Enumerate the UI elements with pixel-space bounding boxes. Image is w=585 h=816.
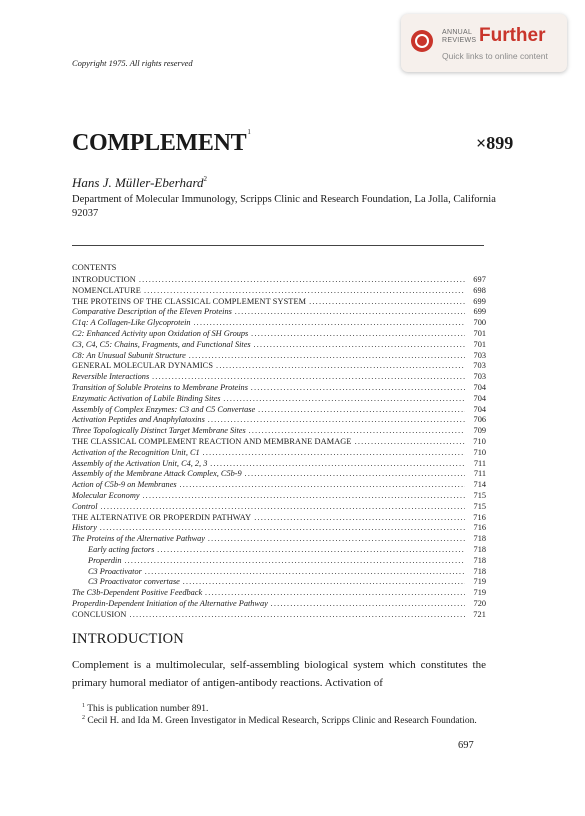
toc-entry[interactable] [72, 588, 486, 599]
footnote-1-text: This is publication number 891. [87, 704, 209, 714]
toc-entry-title: THE ALTERNATIVE OR PROPERDIN PATHWAY [72, 512, 252, 522]
further-links-badge[interactable] [401, 14, 567, 72]
toc-entry-title: NOMENCLATURE [72, 285, 141, 295]
toc-entry-page: 718 [473, 534, 486, 544]
page-number: 697 [458, 740, 474, 751]
toc-leader-dots [223, 394, 465, 405]
toc-leader-dots [249, 426, 465, 437]
toc-entry-title: Properdin-Dependent Initiation of the Alternative Pathway [72, 598, 268, 608]
toc-entry-page: 719 [473, 577, 486, 587]
toc-entry-title: Molecular Economy [72, 490, 140, 500]
toc-entry-page: 700 [473, 318, 486, 328]
author-name-text: Hans J. Müller-Eberhard [72, 175, 204, 190]
toc-entry-page: 711 [473, 458, 486, 468]
toc-leader-dots [125, 556, 466, 567]
toc-entry[interactable] [72, 329, 486, 340]
toc-leader-dots [152, 372, 465, 383]
toc-entry[interactable] [72, 567, 486, 578]
toc-entry[interactable] [72, 480, 486, 491]
toc-entry-page: 719 [473, 588, 486, 598]
toc-entry[interactable] [72, 275, 486, 286]
toc-entry-page: 698 [473, 285, 486, 295]
toc-leader-dots [258, 405, 465, 416]
toc-entry-title: Enzymatic Activation of Labile Binding Sites [72, 393, 221, 403]
toc-entry[interactable] [72, 459, 486, 470]
toc-entry-title: Comparative Description of the Eleven Proteins [72, 307, 232, 317]
toc-entry-page: 718 [473, 555, 486, 565]
toc-entry-title: Control [72, 501, 98, 511]
toc-entry-title: INTRODUCTION [72, 275, 136, 284]
toc-leader-dots [309, 297, 465, 308]
toc-entry-page: 699 [473, 307, 486, 317]
toc-entry-title: THE CLASSICAL COMPLEMENT REACTION AND MEMBRANE DAMAGE [72, 436, 352, 446]
toc-entry[interactable] [72, 448, 486, 459]
toc-leader-dots [139, 275, 465, 286]
toc-entry-title: C3 Proactivator [88, 566, 142, 576]
toc-entry-page: 715 [473, 501, 486, 511]
toc-entry-page: 711 [473, 469, 486, 479]
toc-entry[interactable] [72, 577, 486, 588]
toc-entry[interactable] [72, 351, 486, 362]
footnote-2-mark: 2 [82, 715, 85, 721]
article-title-text: COMPLEMENT [72, 130, 247, 156]
toc-entry-page: 699 [473, 296, 486, 306]
toc-leader-dots [205, 588, 465, 599]
toc-entry-title: C1q: A Collagen-Like Glycoprotein [72, 318, 191, 328]
toc-entry-page: 709 [473, 426, 486, 436]
badge-further-text: Further [479, 25, 546, 46]
toc-entry[interactable] [72, 610, 486, 621]
article-reference-mark: ×899 [476, 133, 514, 153]
toc-leader-dots [183, 577, 465, 588]
badge-tagline: Quick links to online content [442, 51, 548, 61]
toc-leader-dots [210, 459, 465, 470]
toc-entry[interactable] [72, 340, 486, 351]
toc-entry-page: 716 [473, 523, 486, 533]
toc-entry-title: CONCLUSION [72, 609, 127, 619]
title-footnote-mark[interactable]: 1 [247, 128, 251, 136]
badge-brand-text: ANNUAL REVIEWS [442, 29, 477, 44]
footnote-2 [72, 712, 486, 728]
toc-entry-page: 704 [473, 404, 486, 414]
toc-entry[interactable] [72, 394, 486, 405]
toc-leader-dots [208, 534, 465, 545]
toc-entry-page: 703 [473, 350, 486, 360]
toc-leader-dots [208, 415, 465, 426]
toc-leader-dots [144, 286, 465, 297]
toc-entry[interactable] [72, 545, 486, 556]
header-divider [72, 245, 484, 246]
toc-entry-page: 718 [473, 544, 486, 554]
toc-entry[interactable] [72, 297, 486, 308]
toc-entry[interactable] [72, 513, 486, 524]
toc-entry-page: 714 [473, 480, 486, 490]
toc-leader-dots [245, 469, 465, 480]
toc-leader-dots [251, 329, 465, 340]
toc-entry-title: C3 Proactivator convertase [88, 577, 180, 587]
toc-entry[interactable] [72, 383, 486, 394]
toc-entry-title: The Proteins of the Alternative Pathway [72, 534, 205, 544]
toc-entry-title: Properdin [88, 555, 122, 565]
toc-entry-page: 703 [473, 361, 486, 371]
toc-leader-dots [157, 545, 465, 556]
toc-entry[interactable] [72, 286, 486, 297]
toc-entry-title: Activation of the Recognition Unit, C1 [72, 447, 200, 457]
annual-reviews-logo-icon [411, 30, 433, 52]
toc-entry-title: Reversible Interactions [72, 372, 150, 382]
toc-leader-dots [180, 480, 465, 491]
toc-entry-title: Assembly of Complex Enzymes: C3 and C5 Convertase [72, 404, 256, 414]
toc-entry-page: 706 [473, 415, 486, 425]
toc-entry[interactable] [72, 437, 486, 448]
toc-entry-title: Assembly of the Activation Unit, C4, 2, 3 [72, 458, 208, 468]
toc-entry-page: 704 [473, 393, 486, 403]
toc-entry-title: GENERAL MOLECULAR DYNAMICS [72, 361, 214, 371]
toc-entry-page: 701 [473, 328, 486, 338]
toc-leader-dots [216, 361, 465, 372]
toc-entry-page: 704 [473, 382, 486, 392]
toc-entry-title: Assembly of the Membrane Attack Complex, C5b-9 [72, 469, 242, 479]
toc-entry-page: 710 [473, 436, 486, 446]
contents-heading: CONTENTS [72, 262, 117, 272]
toc-entry[interactable] [72, 534, 486, 545]
introduction-paragraph: Complement is a multimolecular, self-assembling biological system which constitutes the primary humoral mediator of antigen-antibody reactions. Activation of [72, 659, 486, 689]
toc-entry-title: C8: An Unusual Subunit Structure [72, 350, 186, 360]
toc-leader-dots [100, 523, 465, 534]
toc-entry[interactable] [72, 426, 486, 437]
table-of-contents [72, 275, 486, 621]
toc-leader-dots [254, 340, 465, 351]
toc-entry-page: 703 [473, 372, 486, 382]
toc-leader-dots [251, 383, 465, 394]
toc-leader-dots [189, 351, 465, 362]
toc-leader-dots [271, 599, 465, 610]
toc-entry-page: 721 [473, 609, 486, 619]
toc-entry[interactable] [72, 469, 486, 480]
toc-entry-page: 720 [473, 598, 486, 608]
toc-entry[interactable] [72, 491, 486, 502]
toc-entry-title: Activation Peptides and Anaphylatoxins [72, 415, 205, 425]
toc-entry[interactable] [72, 405, 486, 416]
toc-entry-page: 701 [473, 339, 486, 349]
toc-entry[interactable] [72, 318, 486, 329]
footnote-2-text: Cecil H. and Ida M. Green Investigator in Medical Research, Scripps Clinic and Research Foundation. [87, 716, 477, 726]
author-affiliation: Department of Molecular Immunology, Scripps Clinic and Research Foundation, La Jolla, California 92037 [72, 194, 496, 219]
toc-leader-dots [129, 610, 465, 621]
author-name [72, 175, 207, 191]
toc-entry-title: The C3b-Dependent Positive Feedback [72, 588, 203, 598]
toc-entry[interactable] [72, 523, 486, 534]
toc-leader-dots [194, 318, 465, 329]
toc-entry[interactable] [72, 415, 486, 426]
author-footnote-mark[interactable]: 2 [203, 175, 208, 183]
footnote-1-mark: 1 [82, 703, 85, 709]
toc-entry-title: Transition of Soluble Proteins to Membrane Proteins [72, 382, 248, 392]
toc-leader-dots [254, 513, 465, 524]
toc-entry-page: 697 [473, 275, 486, 284]
toc-entry-title: C2: Enhanced Activity upon Oxidation of SH Groups [72, 328, 249, 338]
toc-entry[interactable] [72, 307, 486, 318]
toc-entry-title: History [72, 523, 97, 533]
toc-leader-dots [355, 437, 465, 448]
toc-entry-title: Action of C5b-9 on Membranes [72, 480, 177, 490]
toc-entry[interactable] [72, 372, 486, 383]
article-title [72, 128, 251, 157]
toc-entry-title: C3, C4, C5: Chains, Fragments, and Functional Sites [72, 339, 251, 349]
toc-leader-dots [235, 307, 465, 318]
toc-entry[interactable] [72, 599, 486, 610]
toc-leader-dots [203, 448, 465, 459]
toc-entry[interactable] [72, 502, 486, 513]
copyright-notice: Copyright 1975. All rights reserved [72, 58, 193, 68]
toc-entry-title: THE PROTEINS OF THE CLASSICAL COMPLEMENT SYSTEM [72, 296, 307, 306]
toc-leader-dots [145, 567, 465, 578]
toc-entry[interactable] [72, 556, 486, 567]
toc-leader-dots [143, 491, 465, 502]
toc-entry-page: 710 [473, 447, 486, 457]
toc-entry-page: 718 [473, 566, 486, 576]
section-heading-introduction: INTRODUCTION [72, 631, 184, 647]
toc-entry[interactable] [72, 361, 486, 372]
toc-entry-page: 716 [473, 512, 486, 522]
toc-entry-title: Early acting factors [88, 544, 155, 554]
toc-entry-page: 715 [473, 490, 486, 500]
toc-leader-dots [101, 502, 465, 513]
toc-entry-title: Three Topologically Distinct Target Membrane Sites [72, 426, 246, 436]
